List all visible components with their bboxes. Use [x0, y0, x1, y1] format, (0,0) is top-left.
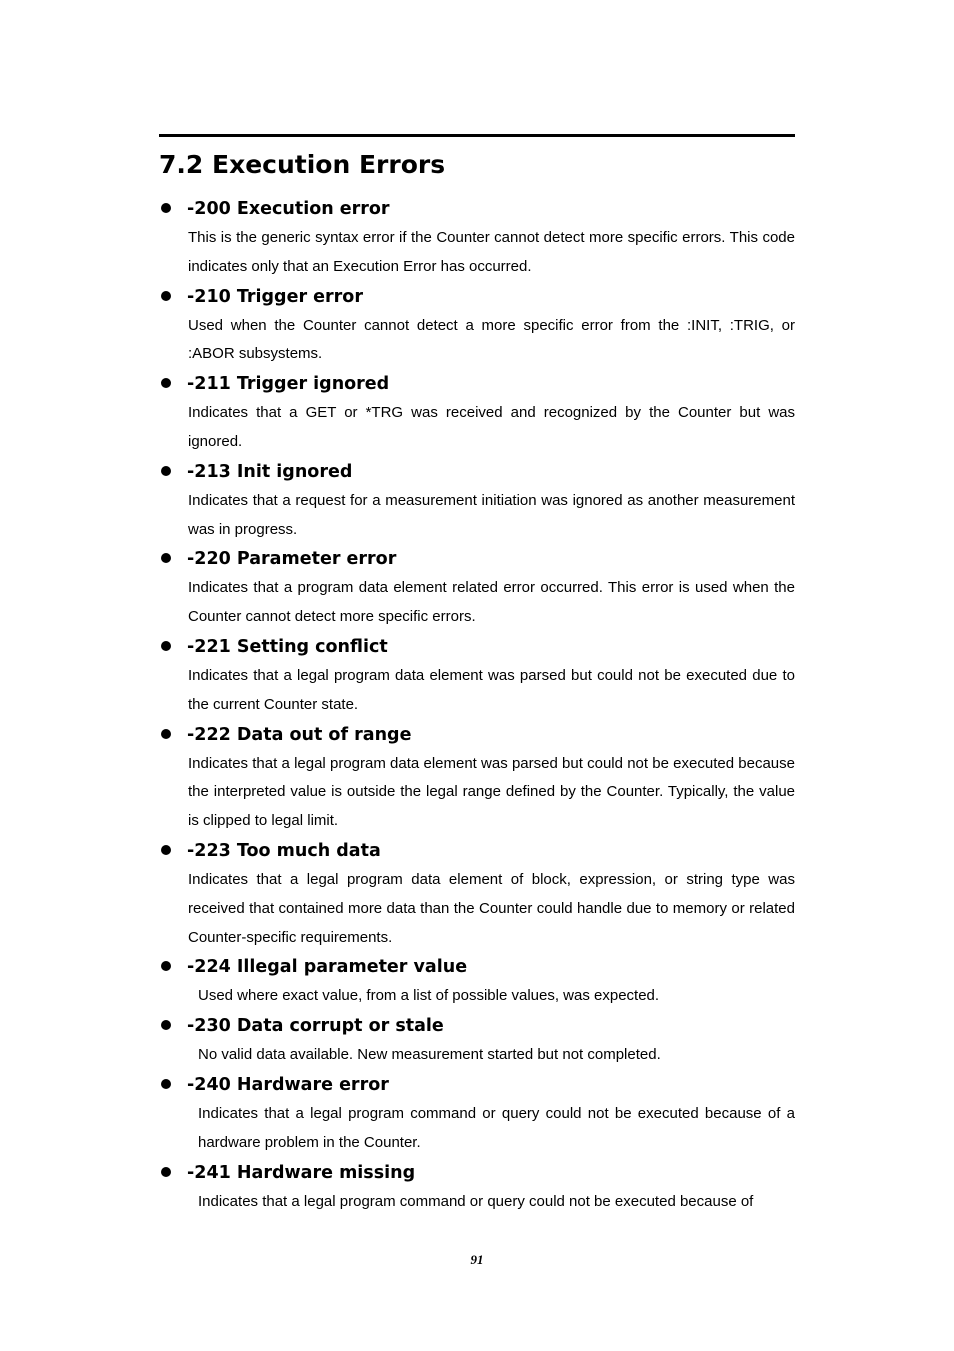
error-list — [159, 194, 795, 1216]
error-title: -224 Illegal parameter value — [187, 957, 468, 978]
error-entry-213 — [159, 457, 795, 545]
error-description: Indicates that a legal program command or query could not be executed because of a hardware problem in the Counter. — [198, 1104, 795, 1151]
bullet-icon — [161, 1020, 171, 1030]
error-entry-230 — [159, 1011, 795, 1070]
error-description: Indicates that a GET or *TRG was received and recognized by the Counter but was ignored. — [188, 404, 795, 450]
error-description: Indicates that a legal program data element was parsed but could not be executed due to the current Counter state. — [188, 666, 795, 713]
bullet-icon — [161, 291, 171, 301]
error-title: -223 Too much data — [187, 840, 381, 861]
bullet-icon — [161, 961, 171, 971]
entry-heading — [159, 457, 795, 487]
error-description: Indicates that a legal program command or query could not be executed because of — [198, 1192, 754, 1210]
error-description: Used when the Counter cannot detect a more specific error from the :INIT, :TRIG, or :ABOR subsystems. — [188, 316, 795, 363]
error-entry-211 — [159, 369, 795, 457]
error-entry-241 — [159, 1158, 795, 1217]
error-title: -220 Parameter error — [187, 549, 397, 570]
header-rule — [159, 134, 795, 137]
error-entry-222 — [159, 720, 795, 836]
error-title: -211 Trigger ignored — [187, 374, 390, 395]
entry-heading — [159, 632, 795, 662]
error-description: Used where exact value, from a list of possible values, was expected. — [198, 987, 660, 1005]
entry-heading — [159, 836, 795, 866]
entry-heading — [159, 1158, 795, 1188]
error-title: -240 Hardware error — [187, 1074, 389, 1095]
error-title: -241 Hardware missing — [187, 1162, 416, 1183]
bullet-icon — [161, 729, 171, 739]
section-title: 7.2 Execution Errors — [159, 150, 446, 179]
error-entry-223 — [159, 836, 795, 952]
error-entry-221 — [159, 632, 795, 720]
error-title: -210 Trigger error — [187, 286, 363, 307]
entry-heading — [159, 1011, 795, 1041]
error-entry-200 — [159, 194, 795, 282]
bullet-icon — [161, 1079, 171, 1089]
bullet-icon — [161, 641, 171, 651]
error-title: -222 Data out of range — [187, 724, 412, 745]
error-description: Indicates that a request for a measurement initiation was ignored as another measurement was in progress. — [188, 491, 795, 538]
error-description: Indicates that a legal program data element was parsed but could not be executed because the interpreted value is outside the legal range defined by the Counter. Typically, the value is clipped to legal limit. — [188, 754, 795, 830]
bullet-icon — [161, 378, 171, 388]
error-title: -200 Execution error — [187, 199, 390, 219]
bullet-icon — [161, 203, 171, 213]
error-description: No valid data available. New measurement started but not completed. — [198, 1046, 661, 1064]
error-entry-220 — [159, 544, 795, 632]
error-description: Indicates that a legal program data element of block, expression, or string type was received that contained more data than the Counter could handle due to memory or related Counter-specific requirements. — [188, 870, 795, 946]
bullet-icon — [161, 553, 171, 563]
error-description: This is the generic syntax error if the Counter cannot detect more specific errors. This code indicates only that an Execution Error has occurred. — [188, 229, 795, 275]
entry-heading — [159, 952, 795, 982]
entry-heading — [159, 282, 795, 312]
error-entry-240 — [159, 1070, 795, 1158]
entry-heading — [159, 544, 795, 574]
error-entry-210 — [159, 282, 795, 370]
error-title: -230 Data corrupt or stale — [187, 1016, 444, 1037]
entry-heading — [159, 1070, 795, 1100]
bullet-icon — [161, 466, 171, 476]
bullet-icon — [161, 845, 171, 855]
error-title: -213 Init ignored — [187, 461, 353, 482]
entry-heading — [159, 720, 795, 750]
error-description: Indicates that a program data element related error occurred. This error is used when the Counter cannot detect more specific errors. — [188, 579, 795, 626]
page-number: 91 — [470, 1252, 484, 1267]
error-entry-224 — [159, 952, 795, 1011]
entry-heading — [159, 194, 795, 224]
entry-heading — [159, 369, 795, 399]
error-title: -221 Setting conflict — [187, 636, 388, 657]
bullet-icon — [161, 1167, 171, 1177]
